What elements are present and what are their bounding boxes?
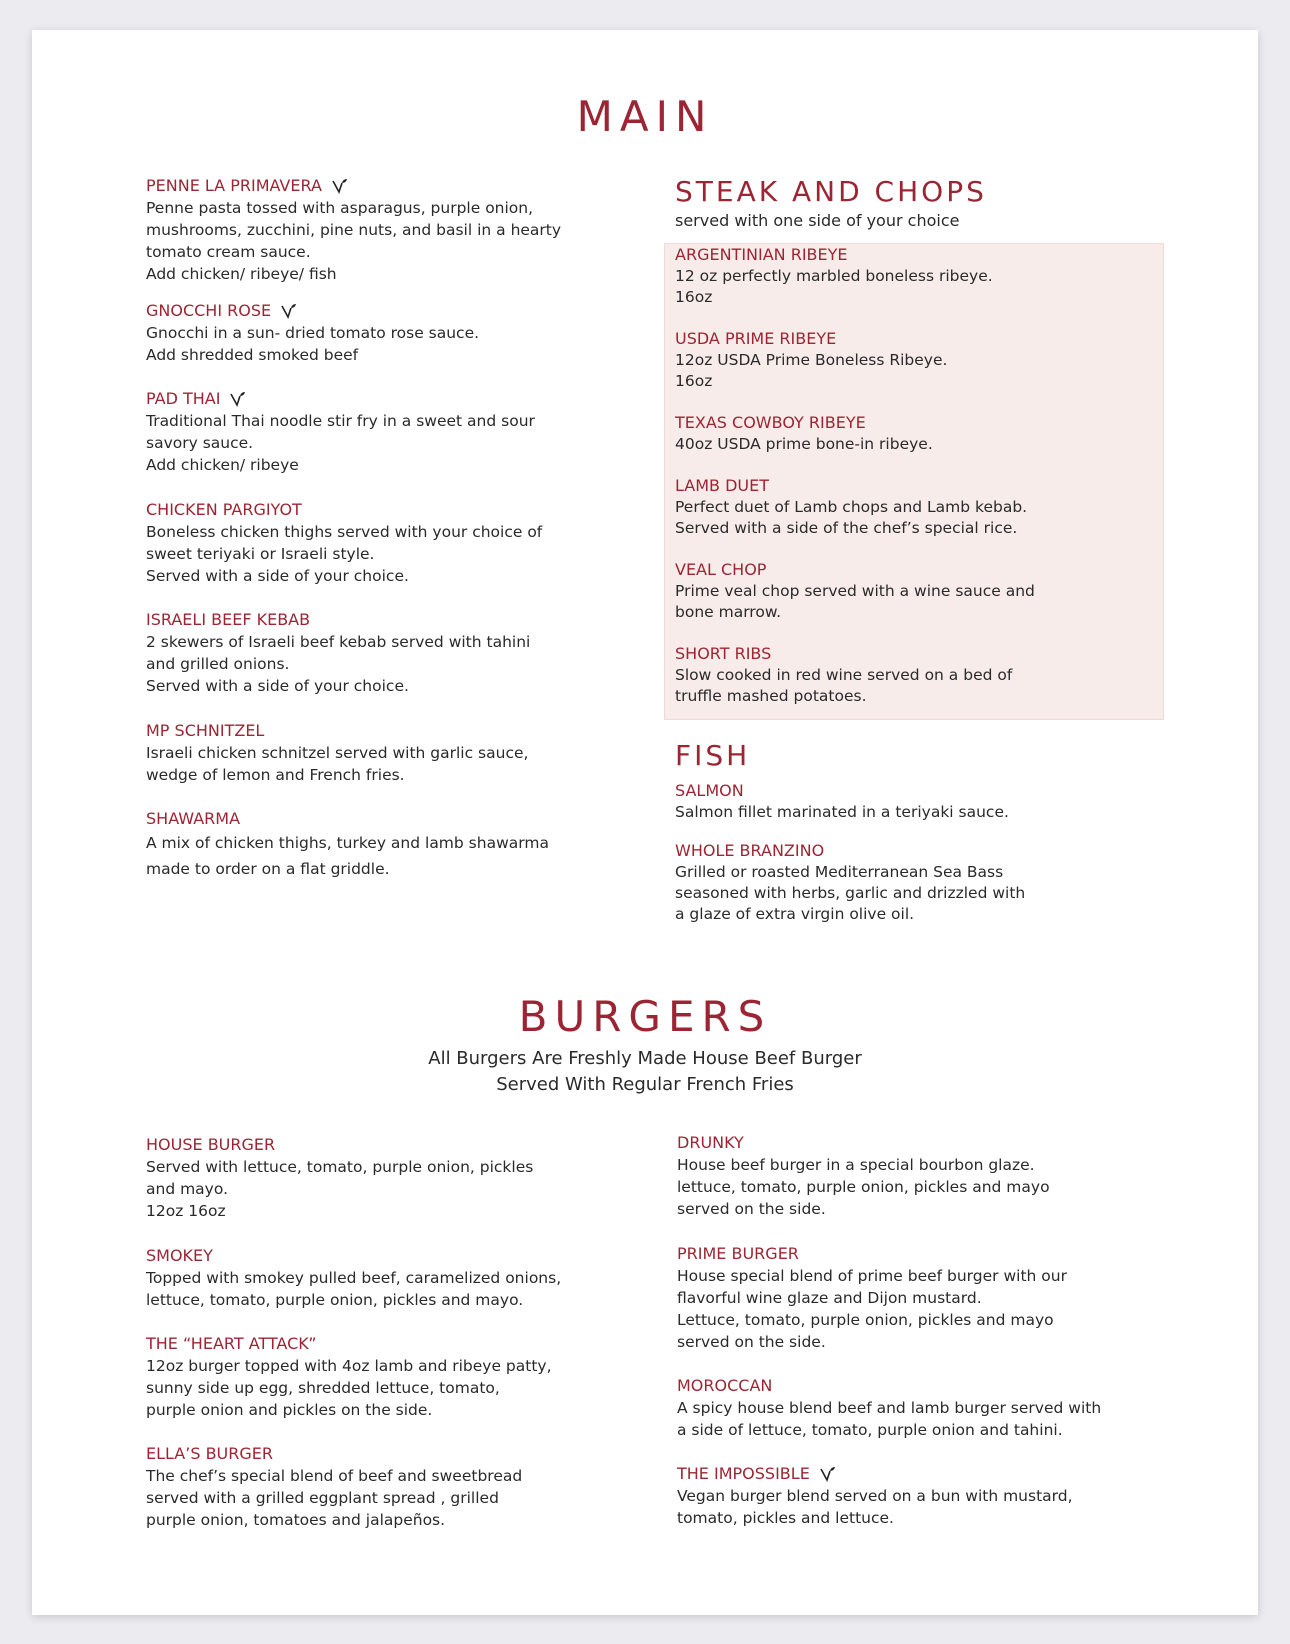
item-name: VEAL CHOP: [675, 560, 767, 579]
item-name: USDA PRIME RIBEYE: [675, 329, 837, 348]
menu-item-house-burger: [146, 1134, 533, 1222]
item-name: LAMB DUET: [675, 476, 770, 495]
item-name: SHORT RIBS: [675, 644, 772, 663]
item-description: 12oz USDA Prime Boneless Ribeye. 16oz: [675, 351, 948, 390]
item-description: House beef burger in a special bourbon glaze. lettuce, tomato, purple onion, pickles and mayo served on the side.: [677, 1156, 1050, 1218]
item-description: Vegan burger blend served on a bun with mustard, tomato, pickles and lettuce.: [677, 1487, 1073, 1527]
menu-item-short-ribs: [675, 643, 1012, 707]
vegan-leaf-icon: [820, 1466, 836, 1482]
item-name: TEXAS COWBOY RIBEYE: [675, 413, 866, 432]
item-name: MOROCCAN: [677, 1376, 773, 1395]
menu-item-smokey: [146, 1245, 561, 1311]
menu-page: [32, 30, 1258, 1615]
menu-item-drunky: [677, 1132, 1050, 1220]
item-name: SHAWARMA: [146, 809, 241, 828]
steak-section-note: served with one side of your choice: [675, 211, 960, 230]
burgers-section-title: BURGERS: [518, 992, 772, 1041]
menu-item-salmon: [675, 780, 1009, 823]
item-description: A spicy house blend beef and lamb burger served with a side of lettuce, tomato, purple onion and tahini.: [677, 1399, 1102, 1439]
item-name: THE IMPOSSIBLE: [677, 1464, 810, 1483]
item-description: 12 oz perfectly marbled boneless ribeye. 16oz: [675, 267, 993, 306]
item-description: Grilled or roasted Mediterranean Sea Bass seasoned with herbs, garlic and drizzled with a glaze of extra virgin olive oil.: [675, 863, 1026, 923]
menu-item-gnocchi-rose: [146, 300, 479, 366]
menu-item-chicken-pargiyot: [146, 499, 542, 587]
menu-item-israeli-beef-kebab: [146, 609, 530, 697]
menu-item-lamb-duet: [675, 475, 1027, 539]
menu-item-argentinian-ribeye: [675, 244, 993, 308]
item-description: Served with lettuce, tomato, purple onion, pickles and mayo. 12oz 16oz: [146, 1158, 534, 1220]
menu-item-the-impossible: [677, 1463, 1073, 1529]
item-name: CHICKEN PARGIYOT: [146, 500, 302, 519]
item-description: The chef’s special blend of beef and sweetbread served with a grilled eggplant spread , grilled purple onion, tomatoes and jalapeños.: [146, 1467, 523, 1529]
vegan-leaf-icon: [230, 391, 246, 407]
item-name: GNOCCHI ROSE: [146, 301, 272, 320]
menu-item-usda-prime-ribeye: [675, 328, 947, 392]
steak-section-title: STEAK AND CHOPS: [675, 175, 987, 208]
menu-item-heart-attack: [146, 1333, 552, 1421]
item-description: Salmon fillet marinated in a teriyaki sauce.: [675, 803, 1009, 821]
item-description: Israeli chicken schnitzel served with garlic sauce, wedge of lemon and French fries.: [146, 744, 529, 784]
menu-item-texas-cowboy-ribeye: [675, 412, 933, 455]
menu-item-penne-la-primavera: [146, 175, 561, 285]
item-name: ELLA’S BURGER: [146, 1444, 274, 1463]
main-section-title: MAIN: [576, 92, 714, 141]
item-name: THE “HEART ATTACK”: [146, 1334, 317, 1353]
item-name: WHOLE BRANZINO: [675, 841, 825, 860]
item-name: ISRAELI BEEF KEBAB: [146, 610, 311, 629]
item-description: 2 skewers of Israeli beef kebab served with tahini and grilled onions. Served with a side of your choice.: [146, 633, 531, 695]
item-description: House special blend of prime beef burger with our flavorful wine glaze and Dijon mustard. Lettuce, tomato, purple onion, pickles and mayo served on the side.: [677, 1267, 1067, 1351]
item-description: 40oz USDA prime bone-in ribeye.: [675, 435, 933, 453]
item-description: Slow cooked in red wine served on a bed of truffle mashed potatoes.: [675, 666, 1013, 705]
item-description: Prime veal chop served with a wine sauce and bone marrow.: [675, 582, 1035, 621]
item-name: DRUNKY: [677, 1133, 744, 1152]
item-description: Perfect duet of Lamb chops and Lamb kebab. Served with a side of the chef’s special rice.: [675, 498, 1028, 537]
item-description: Topped with smokey pulled beef, caramelized onions, lettuce, tomato, purple onion, pickles and mayo.: [146, 1269, 562, 1309]
item-description: Traditional Thai noodle stir fry in a sweet and sour savory sauce. Add chicken/ ribeye: [146, 412, 535, 474]
menu-item-veal-chop: [675, 559, 1035, 623]
item-description: 12oz burger topped with 4oz lamb and ribeye patty, sunny side up egg, shredded lettuce, tomato, purple onion and pickles on the side.: [146, 1357, 552, 1419]
item-name: HOUSE BURGER: [146, 1135, 276, 1154]
menu-item-mp-schnitzel: [146, 720, 528, 786]
menu-item-shawarma: [146, 808, 549, 882]
item-name: PRIME BURGER: [677, 1244, 799, 1263]
fish-section-title: FISH: [675, 739, 751, 772]
item-description: Penne pasta tossed with asparagus, purple onion, mushrooms, zucchini, pine nuts, and basil in a hearty tomato cream sauce. Add chicken/ ribeye/ fish: [146, 199, 562, 283]
item-name: MP SCHNITZEL: [146, 721, 265, 740]
item-name: SALMON: [675, 781, 744, 800]
menu-item-moroccan: [677, 1375, 1101, 1441]
item-description: A mix of chicken thighs, turkey and lamb shawarma made to order on a flat griddle.: [146, 834, 549, 878]
item-name: SMOKEY: [146, 1246, 213, 1265]
vegan-leaf-icon: [332, 178, 348, 194]
item-name: PENNE LA PRIMAVERA: [146, 176, 322, 195]
vegan-leaf-icon: [281, 303, 297, 319]
menu-item-ellas-burger: [146, 1443, 522, 1531]
item-name: ARGENTINIAN RIBEYE: [675, 245, 848, 264]
item-name: PAD THAI: [146, 389, 221, 408]
item-description: Gnocchi in a sun- dried tomato rose sauce. Add shredded smoked beef: [146, 324, 480, 364]
menu-item-pad-thai: [146, 388, 535, 476]
item-description: Boneless chicken thighs served with your choice of sweet teriyaki or Israeli style. Served with a side of your choice.: [146, 523, 543, 585]
menu-item-prime-burger: [677, 1243, 1067, 1353]
menu-item-whole-branzino: [675, 840, 1025, 925]
burgers-intro: All Burgers Are Freshly Made House Beef Burger Served With Regular French Fries: [428, 1048, 862, 1095]
